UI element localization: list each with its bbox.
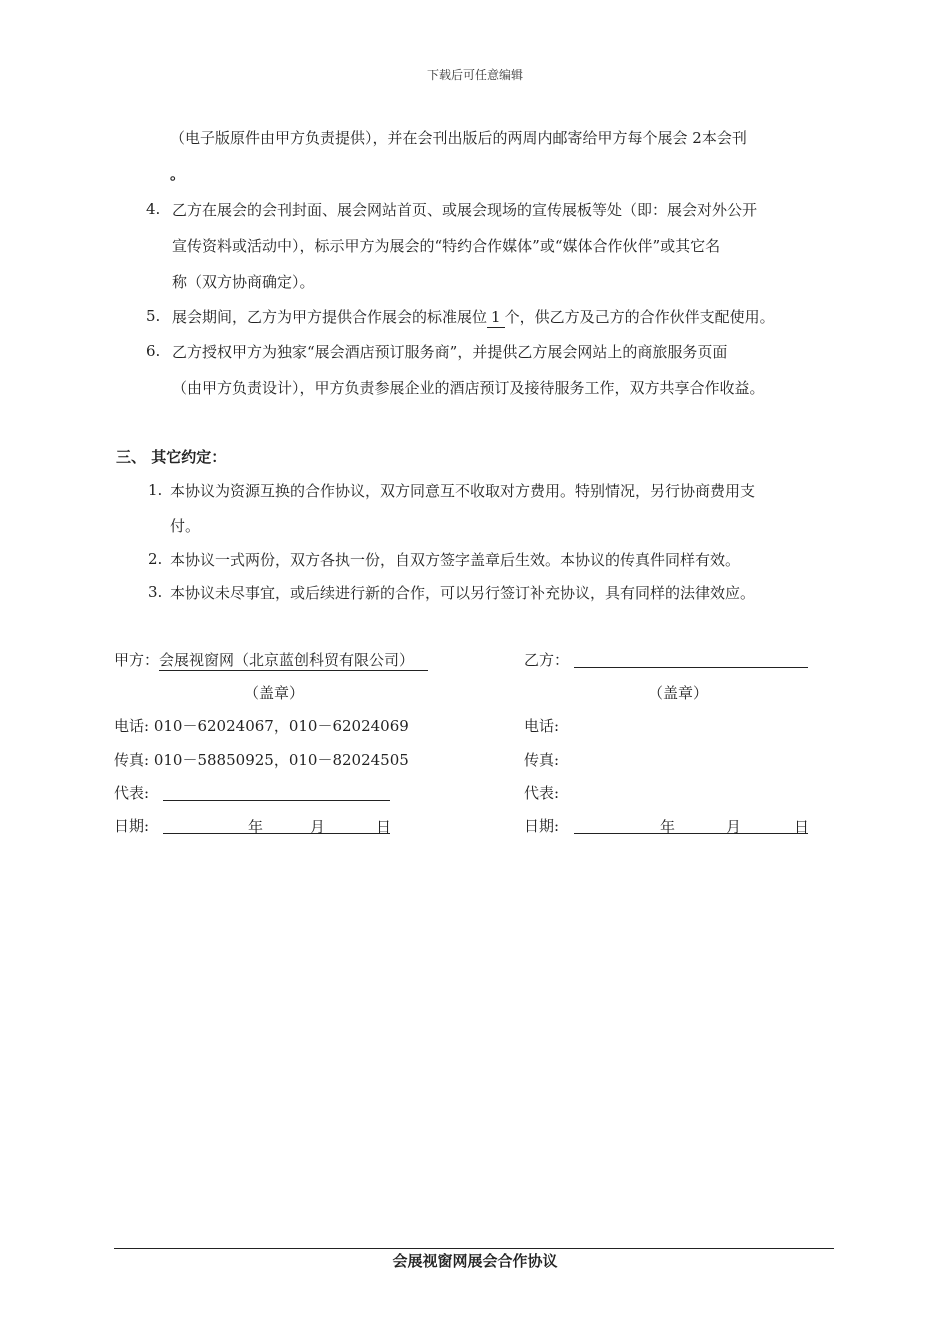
- item5-line: [172, 307, 775, 328]
- party-b-rep-label: 代表:: [524, 784, 560, 802]
- item3-line2: 。: [170, 165, 186, 183]
- party-b-year: 年: [660, 818, 676, 836]
- party-a-fax: 010－58850925，010－82024505: [153, 751, 409, 769]
- party-b-date-field[interactable]: [574, 833, 808, 834]
- party-a-fax-label: 传真:: [114, 751, 150, 769]
- footer-title: 会展视窗网展会合作协议: [392, 1252, 558, 1270]
- party-b-name-field[interactable]: [574, 667, 808, 668]
- s3-item2-line: 本协议一式两份，双方各执一份，自双方签字盖章后生效。本协议的传真件同样有效。: [170, 551, 741, 569]
- party-b-day: 日: [794, 818, 810, 836]
- party-b-label: 乙方：: [524, 651, 570, 669]
- party-b-phone-label: 电话:: [524, 717, 560, 735]
- s3-item1-line1: 本协议为资源互换的合作协议，双方同意互不收取对方费用。特别情况，另行协商费用支: [170, 482, 756, 500]
- item5-booth-count: 1: [487, 307, 505, 328]
- party-a-rep-field[interactable]: [163, 800, 390, 801]
- party-a-row: [114, 650, 428, 671]
- party-a-rep-label: 代表:: [114, 784, 150, 802]
- item5-number: 5.: [146, 307, 161, 325]
- party-a-fax-row: [114, 750, 409, 770]
- item6-line1: 乙方授权甲方为独家“展会酒店预订服务商”，并提供乙方展会网站上的商旅服务页面: [172, 343, 728, 361]
- page-header: 下载后可任意编辑: [426, 68, 523, 82]
- party-b-date-label: 日期:: [524, 817, 560, 835]
- footer-divider: [114, 1248, 834, 1249]
- section3-title: 三、 其它约定：: [116, 448, 227, 466]
- party-a-seal: （盖章）: [244, 684, 305, 702]
- party-a-day: 日: [376, 818, 392, 836]
- party-a-phone-label: 电话:: [114, 717, 150, 735]
- party-a-year: 年: [248, 818, 264, 836]
- item4-line1: 乙方在展会的会刊封面、展会网站首页、或展会现场的宣传展板等处（即：展会对外公开: [172, 201, 758, 219]
- party-b-month: 月: [726, 818, 742, 836]
- party-a-date-label: 日期:: [114, 817, 150, 835]
- item6-line2: （由甲方负责设计），甲方负责参展企业的酒店预订及接待服务工作，双方共享合作收益。: [172, 379, 765, 397]
- item3-line1: （电子版原件由甲方负责提供），并在会刊出版后的两周内邮寄给甲方每个展会 2本会刊: [170, 129, 747, 147]
- item4-line3: 称（双方协商确定）。: [172, 273, 315, 291]
- s3-item3-line: 本协议未尽事宜，或后续进行新的合作，可以另行签订补充协议，具有同样的法律效应。: [170, 584, 756, 602]
- s3-item1-number: 1.: [148, 481, 163, 499]
- s3-item3-number: 3.: [148, 583, 163, 601]
- party-a-name: 会展视窗网（北京蓝创科贸有限公司）: [159, 650, 428, 671]
- item4-number: 4.: [146, 200, 161, 218]
- s3-item2-number: 2.: [148, 550, 163, 568]
- item6-number: 6.: [146, 342, 161, 360]
- party-a-date-field[interactable]: [163, 833, 390, 834]
- party-b-seal: （盖章）: [648, 684, 709, 702]
- party-a-phone-row: [114, 716, 409, 736]
- party-a-phone: 010－62024067，010－62024069: [153, 717, 409, 735]
- s3-item1-line2: 付。: [170, 517, 201, 535]
- party-a-month: 月: [310, 818, 326, 836]
- item5-text-post: 个，供乙方及己方的合作伙伴支配使用。: [504, 308, 775, 326]
- item4-line2: 宣传资料或活动中），标示甲方为展会的“特约合作媒体”或“媒体合作伙伴”或其它名: [172, 237, 721, 255]
- party-b-fax-label: 传真:: [524, 751, 560, 769]
- item5-text-pre: 展会期间，乙方为甲方提供合作展会的标准展位: [172, 308, 488, 326]
- party-a-label: 甲方：: [114, 651, 160, 669]
